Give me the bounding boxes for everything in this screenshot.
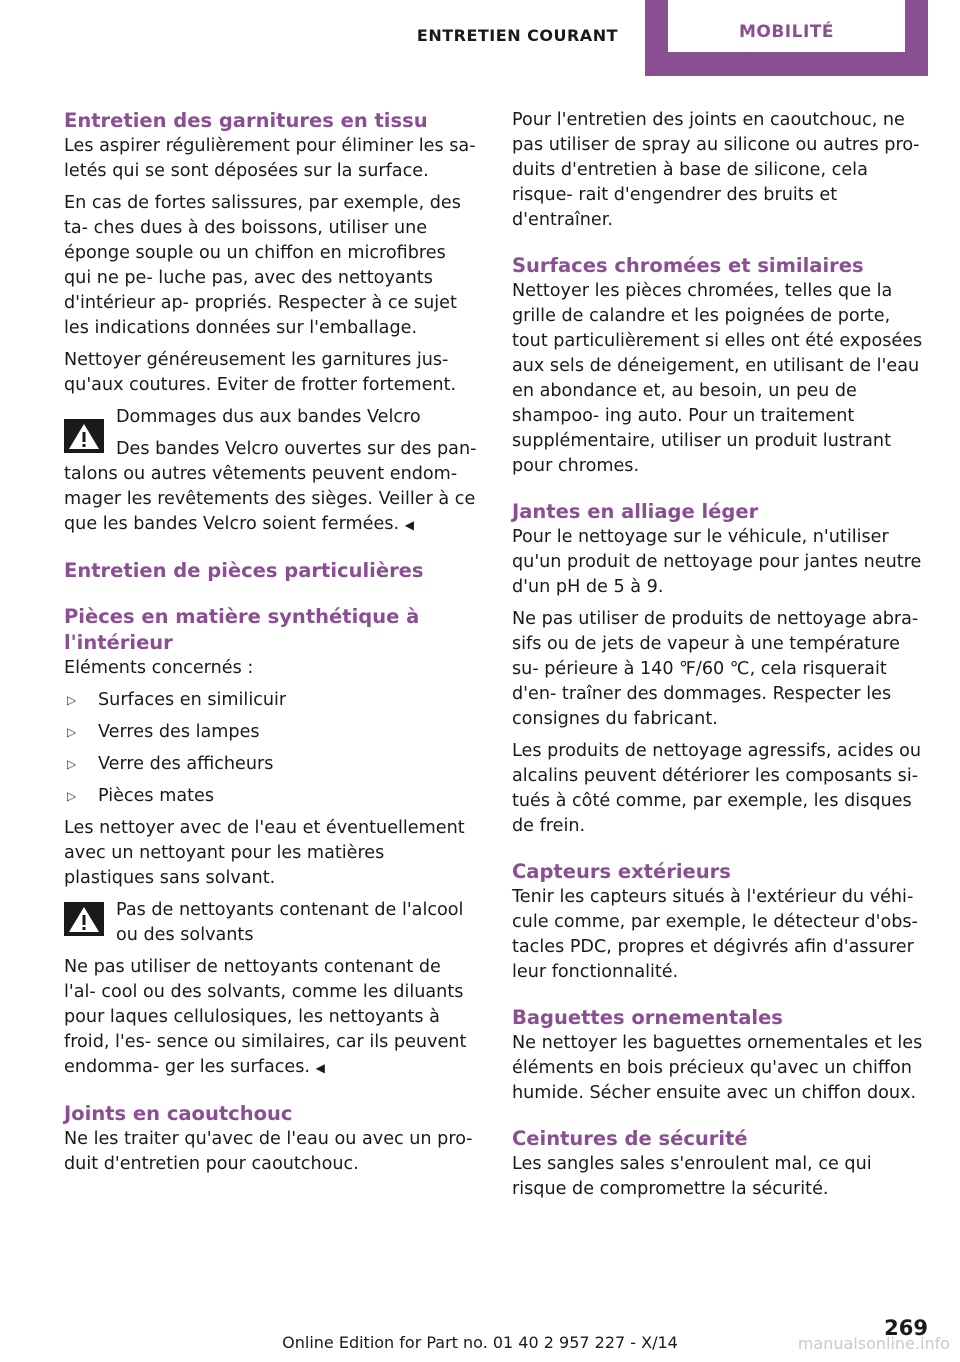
heading-alloy-wheels: Jantes en alliage léger bbox=[512, 500, 759, 523]
footer-edition-text: Online Edition for Part no. 01 40 2 957 227 - X/14 bbox=[282, 1333, 678, 1352]
list-item: ▷ Verre des afficheurs bbox=[64, 752, 478, 777]
warning-solvents-body: Ne pas utiliser de nettoyants contenant de l'al‐ cool ou des solvants, comme les diluants pour laques cellulosiques, les nettoyants à froid, l'es‐ sence ou similaires, car ils peuvent endomma‐ ger les surfaces. bbox=[64, 957, 467, 1077]
warning-solvents-title: Pas de nettoyants contenant de l'alcool ou des solvants bbox=[116, 900, 464, 945]
end-marker-icon: ◀ bbox=[315, 1061, 325, 1075]
alloy-wheels-para-3: Les produits de nettoyage agressifs, acides ou alcalins peuvent détériorer les composants si‐ tués à côté comme, par exemple, les disques de frein. bbox=[512, 741, 922, 836]
fabric-care-para-2: En cas de fortes salissures, par exemple, des ta‐ ches dues à des boissons, utiliser une éponge souple ou un chiffon en microfibres qui ne pe‐ luche pas, avec des nettoyants d'intérieur ap‐ propriés. Respecter à ce sujet les indications données sur l'emballage. bbox=[64, 193, 461, 338]
list-item: ▷ Surfaces en similicuir bbox=[64, 688, 478, 713]
warning-velcro-text bbox=[64, 437, 478, 538]
header-chapter-label: MOBILITÉ bbox=[738, 22, 835, 42]
warning-velcro-body: Des bandes Velcro ouvertes sur des pan‐ talons ou autres vêtements peuvent endom‐ mager les revêtements des sièges. Veiller à ce que les bandes Velcro soient fermées. bbox=[64, 439, 477, 534]
chrome-surfaces-para: Nettoyer les pièces chromées, telles que la grille de calandre et les poignées de porte, tout particulièrement si elles ont été exposées aux sels de déneigement, en utilisant de l'eau en abondance et, au besoin, un peu de shampoo‐ ing auto. Pour un traitement supplémentaire, utiliser un produit lustrant pour chromes. bbox=[512, 281, 923, 476]
header-section-title: ENTRETIEN COURANT bbox=[416, 26, 618, 45]
rubber-seals-continued: Pour l'entretien des joints en caoutchouc, ne pas utiliser de spray au silicone ou autres pro‐ duits d'entretien à base de silicone, cela risque‐ rait d'engendrer des bruits et d'entraîner. bbox=[512, 110, 920, 230]
heading-seat-belts: Ceintures de sécurité bbox=[512, 1127, 748, 1150]
list-item: ▷ Verres des lampes bbox=[64, 720, 478, 745]
list-item: ▷ Pièces mates bbox=[64, 784, 478, 809]
header-chapter-tab-inner bbox=[668, 0, 905, 52]
end-marker-icon: ◀ bbox=[404, 518, 414, 532]
warning-velcro bbox=[64, 405, 478, 538]
synthetic-parts-para: Les nettoyer avec de l'eau et éventuellement avec un nettoyant pour les matières plastiques sans solvant. bbox=[64, 818, 465, 888]
watermark-text: manualsonline.info bbox=[797, 1334, 950, 1353]
trim-strips-para: Ne nettoyer les baguettes ornementales et les éléments en bois précieux qu'avec un chiffon humide. Sécher ensuite avec un chiffon doux. bbox=[512, 1033, 923, 1103]
heading-special-parts: Entretien de pièces particulières bbox=[64, 559, 424, 582]
warning-solvents bbox=[64, 898, 478, 948]
heading-trim-strips: Baguettes ornementales bbox=[512, 1006, 783, 1029]
bullet-triangle-icon: ▷ bbox=[67, 693, 77, 707]
rubber-seals-para: Ne les traiter qu'avec de l'eau ou avec un pro‐ duit d'entretien pour caoutchouc. bbox=[64, 1129, 473, 1174]
header-chapter-tab bbox=[645, 0, 928, 76]
heading-chrome-surfaces: Surfaces chromées et similaires bbox=[512, 254, 864, 277]
exterior-sensors-para: Tenir les capteurs situés à l'extérieur du véhi‐ cule comme, par exemple, le détecteur d'obs‐ tacles PDC, propres et dégivrés afin d'assurer leur fonctionnalité. bbox=[512, 887, 918, 982]
warning-velcro-title: Dommages dus aux bandes Velcro bbox=[116, 407, 421, 427]
synthetic-parts-list bbox=[64, 688, 478, 809]
bullet-triangle-icon: ▷ bbox=[67, 789, 77, 803]
alloy-wheels-para-1: Pour le nettoyage sur le véhicule, n'utiliser qu'un produit de nettoyage pour jantes neutre d'un pH de 5 à 9. bbox=[512, 527, 922, 597]
left-column bbox=[64, 108, 478, 1184]
right-column bbox=[512, 108, 930, 1209]
warning-solvents-text bbox=[64, 955, 478, 1081]
heading-synthetic-parts: Pièces en matière synthétique à l'intérieur bbox=[64, 605, 420, 654]
seat-belts-para: Les sangles sales s'enroulent mal, ce qui risque de compromettre la sécurité. bbox=[512, 1154, 872, 1199]
fabric-care-para-3: Nettoyer généreusement les garnitures jus‐ qu'aux coutures. Eviter de frotter fortement. bbox=[64, 350, 457, 395]
warning-triangle-icon bbox=[64, 419, 104, 453]
fabric-care-para-1: Les aspirer régulièrement pour éliminer les sa‐ letés qui se sont déposées sur la surface. bbox=[64, 136, 476, 181]
warning-triangle-icon bbox=[64, 902, 104, 936]
page-number: 269 bbox=[884, 1316, 928, 1340]
heading-rubber-seals: Joints en caoutchouc bbox=[64, 1102, 293, 1125]
bullet-triangle-icon: ▷ bbox=[67, 757, 77, 771]
synthetic-parts-intro: Eléments concernés : bbox=[64, 658, 254, 678]
heading-fabric-care: Entretien des garnitures en tissu bbox=[64, 109, 428, 132]
bullet-triangle-icon: ▷ bbox=[67, 725, 77, 739]
heading-exterior-sensors: Capteurs extérieurs bbox=[512, 860, 731, 883]
page-header bbox=[0, 0, 960, 80]
alloy-wheels-para-2: Ne pas utiliser de produits de nettoyage abra‐ sifs ou de jets de vapeur à une température su‐ périeure à 140 ℉/60 ℃, cela risquerait d'en‐ traîner des dommages. Respecter les consignes du fabricant. bbox=[512, 609, 919, 729]
